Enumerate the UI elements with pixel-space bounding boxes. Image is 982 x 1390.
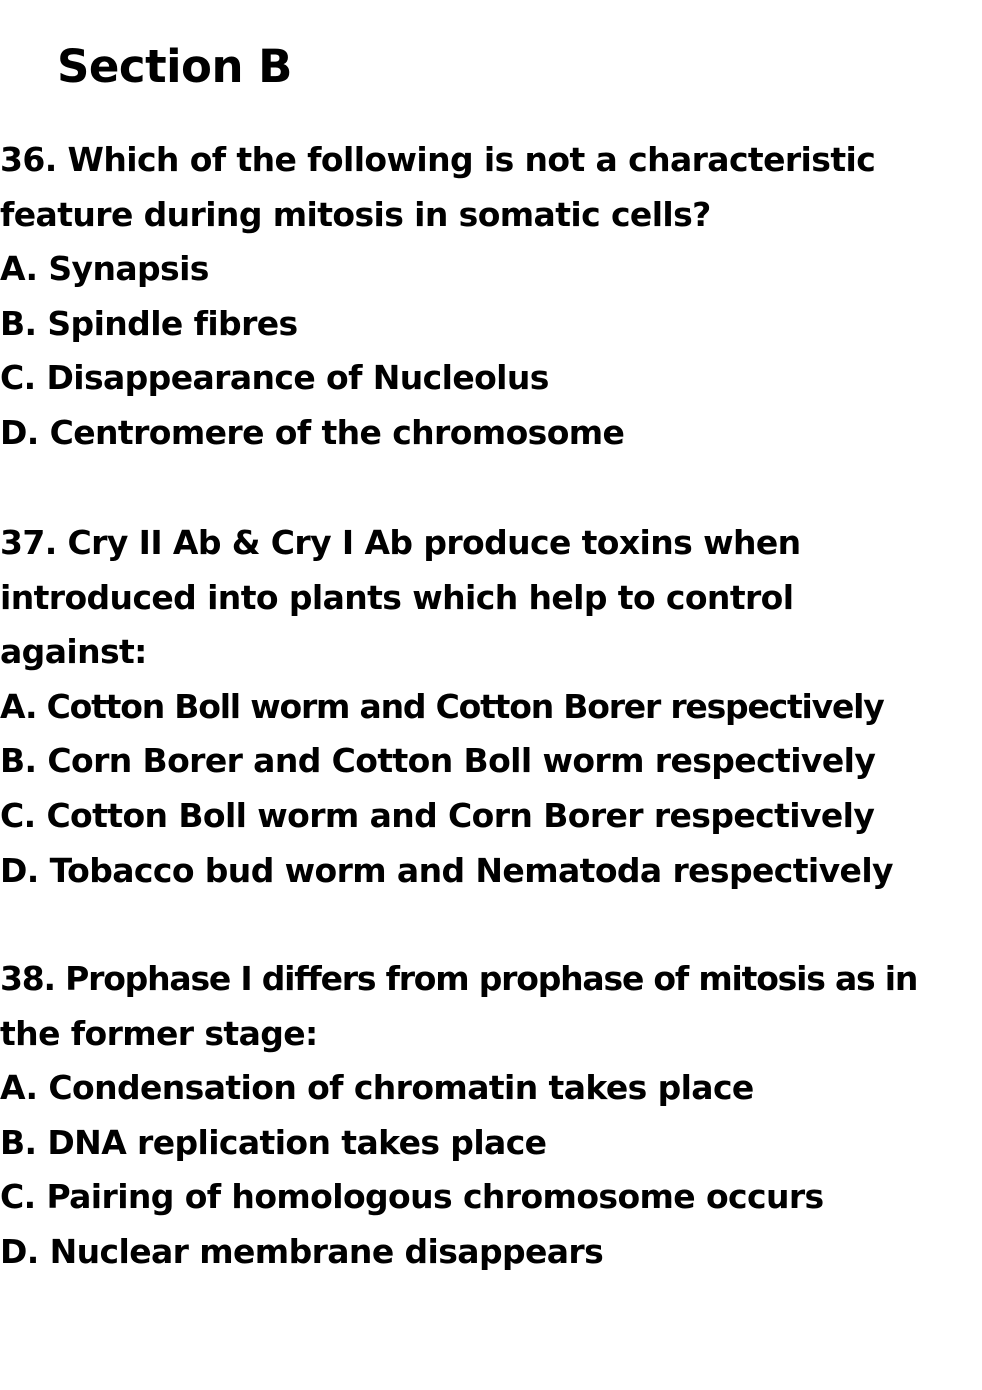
- option-a: A. Synapsis: [0, 249, 209, 289]
- question-stem-line: introduced into plants which help to control: [0, 577, 794, 617]
- option-d: D. Tobacco bud worm and Nematoda respectively: [0, 850, 893, 890]
- option-c: C. Cotton Boll worm and Corn Borer respectively: [0, 795, 875, 835]
- section-title: Section B: [57, 40, 292, 93]
- option-d: D. Nuclear membrane disappears: [0, 1231, 604, 1271]
- option-a: A. Cotton Boll worm and Cotton Borer respectively: [0, 686, 884, 726]
- question-36: [0, 133, 982, 461]
- question-stem-line: the former stage:: [0, 1013, 318, 1053]
- question-stem-line: 37. Cry II Ab & Cry I Ab produce toxins when: [0, 523, 801, 562]
- option-c: C. Disappearance of Nucleolus: [0, 358, 549, 398]
- option-b: B. DNA replication takes place: [0, 1122, 547, 1162]
- question-stem-line: against:: [0, 632, 147, 672]
- question-stem-line: 38. Prophase I differs from prophase of mitosis as in: [0, 959, 918, 998]
- option-d: D. Centromere of the chromosome: [0, 412, 625, 452]
- option-c: C. Pairing of homologous chromosome occurs: [0, 1177, 824, 1217]
- question-stem-line: 36. Which of the following is not a characteristic: [0, 140, 876, 179]
- option-b: B. Spindle fibres: [0, 303, 298, 343]
- question-37: [0, 516, 982, 898]
- question-stem-line: feature during mitosis in somatic cells?: [0, 194, 711, 234]
- question-38: [0, 952, 982, 1280]
- option-b: B. Corn Borer and Cotton Boll worm respectively: [0, 741, 876, 781]
- option-a: A. Condensation of chromatin takes place: [0, 1068, 754, 1108]
